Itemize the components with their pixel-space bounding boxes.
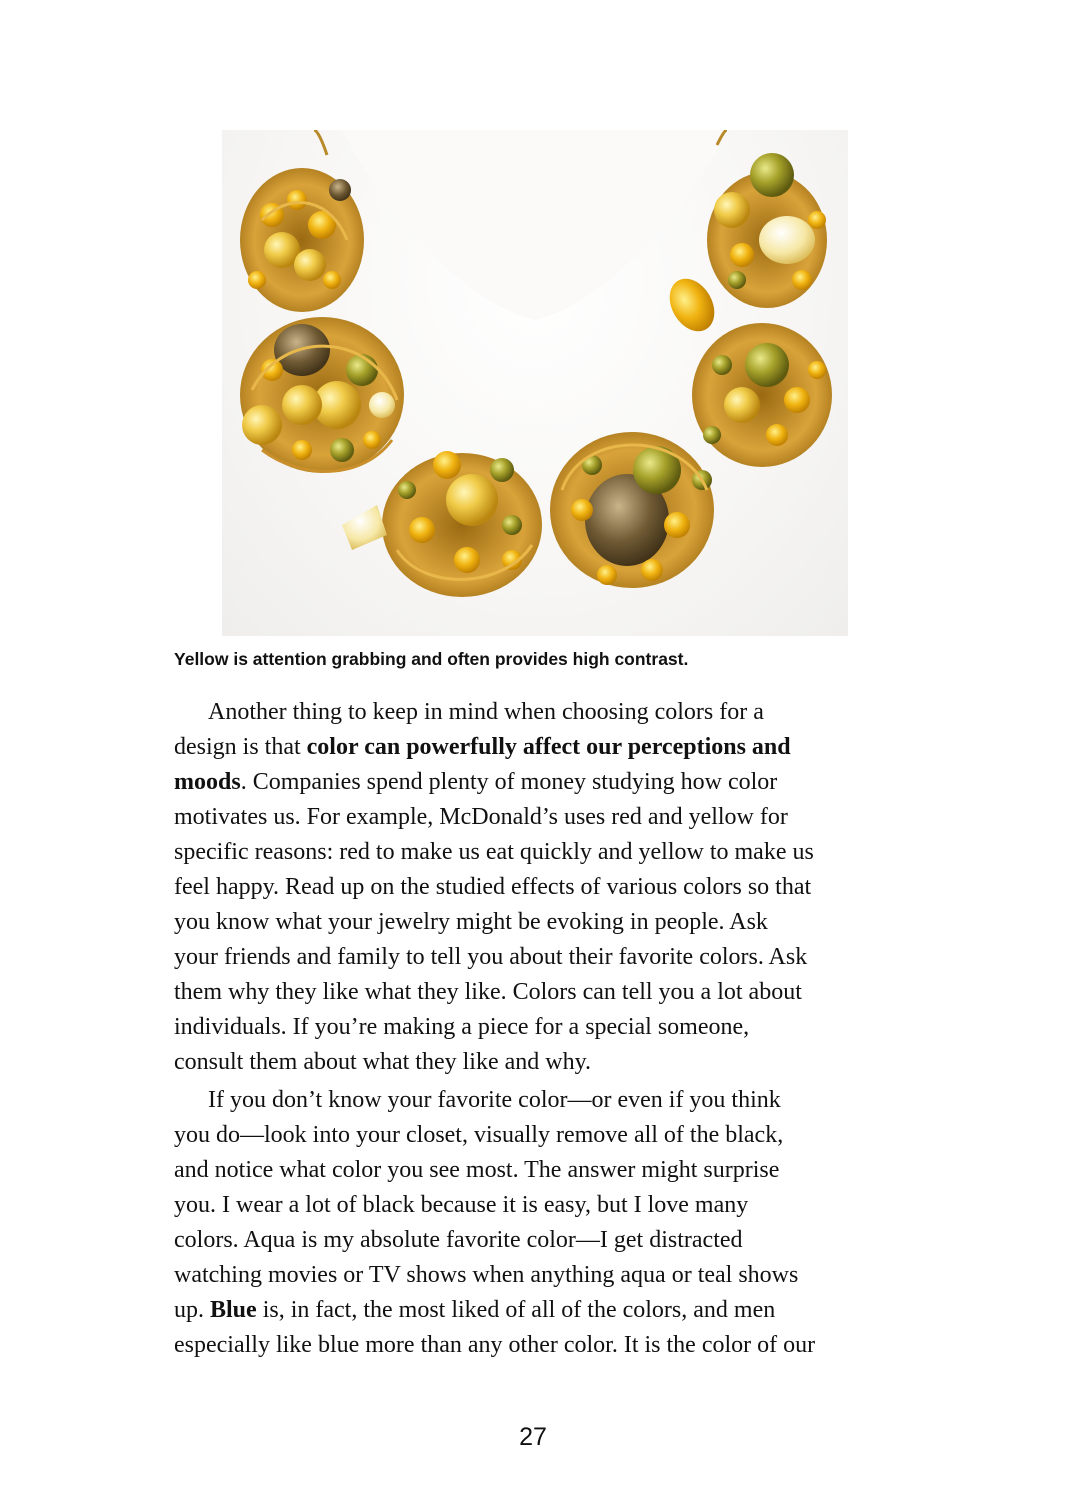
text-line — [174, 730, 902, 765]
text-line: specific reasons: red to make us eat quickly and yellow to make us — [174, 839, 814, 865]
text-line: If you don’t know your favorite color—or even if you think — [208, 1087, 781, 1113]
text-line: feel happy. Read up on the studied effects of various colors so that — [174, 874, 812, 900]
text-line — [174, 1293, 902, 1328]
emphasis-text: color can powerfully affect our perceptions and — [306, 734, 791, 760]
text-line: and notice what color you see most. The answer might surprise — [174, 1157, 780, 1183]
necklace-photo — [222, 130, 848, 636]
text-run: . Companies spend plenty of money studying how color — [240, 769, 778, 795]
text-line: motivates us. For example, McDonald’s uses red and yellow for — [174, 804, 788, 830]
text-line: your friends and family to tell you about their favorite colors. Ask — [174, 944, 808, 970]
paragraph-1 — [174, 695, 902, 1080]
emphasis-text: moods — [174, 769, 241, 795]
page-number: 27 — [519, 1423, 547, 1451]
text-run: design is that — [174, 734, 307, 760]
yellow-necklace-image — [222, 130, 848, 636]
text-line: you know what your jewelry might be evoking in people. Ask — [174, 909, 768, 935]
text-line: consult them about what they like and why. — [174, 1049, 592, 1075]
text-line: individuals. If you’re making a piece for a special someone, — [174, 1014, 750, 1040]
text-line: colors. Aqua is my absolute favorite color—I get distracted — [174, 1227, 743, 1253]
photo-caption: Yellow is attention grabbing and often provides high contrast. — [174, 649, 689, 669]
text-line: you. I wear a lot of black because it is easy, but I love many — [174, 1192, 749, 1218]
text-run: up. — [174, 1297, 210, 1323]
text-line — [174, 765, 902, 800]
text-line: you do—look into your closet, visually remove all of the black, — [174, 1122, 784, 1148]
paragraph-2 — [174, 1083, 902, 1363]
text-line: watching movies or TV shows when anything aqua or teal shows — [174, 1262, 799, 1288]
text-line: them why they like what they like. Colors can tell you a lot about — [174, 979, 802, 1005]
text-line: especially like blue more than any other color. It is the color of our — [174, 1332, 816, 1358]
text-run: is, in fact, the most liked of all of the colors, and men — [256, 1297, 776, 1323]
emphasis-text: Blue — [210, 1297, 257, 1323]
body-text — [174, 695, 902, 1366]
text-line: Another thing to keep in mind when choosing colors for a — [208, 699, 764, 725]
